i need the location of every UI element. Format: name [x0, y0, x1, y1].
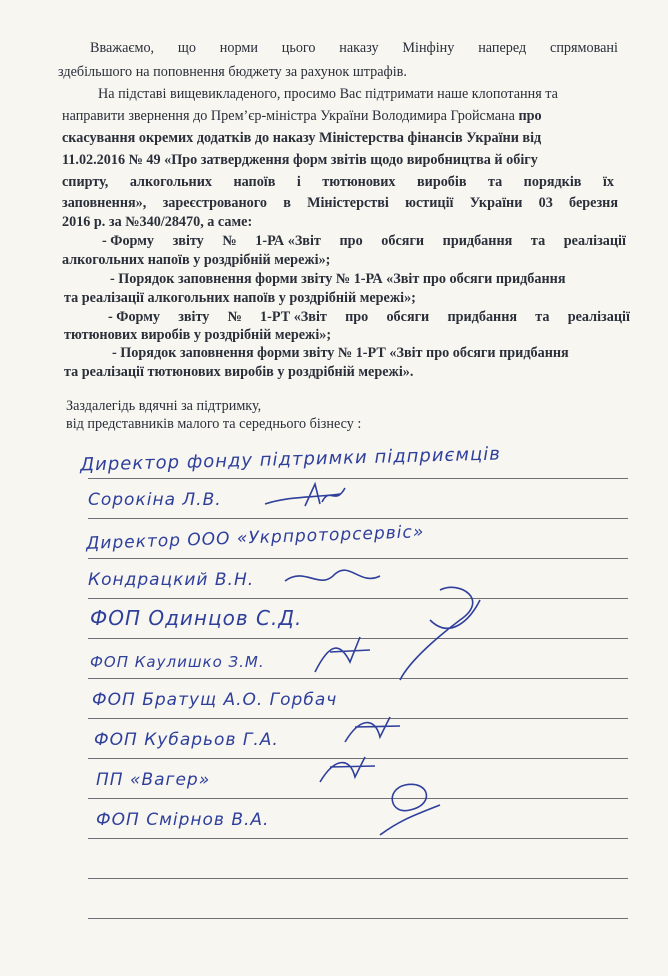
signature-line [88, 878, 628, 879]
word: реалізації [563, 233, 626, 249]
closing-line2: від представників малого та середнього бізнесу : [66, 416, 362, 432]
word: що [177, 40, 196, 56]
word: березня [569, 195, 618, 211]
p2-line7: 2016 р. за №340/28470, а саме: [62, 214, 253, 230]
word: реалізації [567, 309, 630, 325]
handwritten-entry: ФОП Одинцов С.Д. [90, 606, 303, 630]
word: та [487, 174, 503, 190]
p2-line2 [62, 108, 542, 124]
word: 1-РА «Звіт [255, 233, 321, 249]
p2-line3: скасування окремих додатків до наказу Міністерства фінансів України від [62, 130, 542, 146]
word: звіту [178, 309, 210, 325]
word: алкогольних [129, 174, 212, 190]
item3-line1 [108, 309, 630, 325]
word: та [530, 233, 546, 249]
signature-line [88, 838, 628, 839]
word: заповнення», [62, 195, 147, 211]
word: 03 [538, 195, 553, 211]
word: № [227, 309, 242, 325]
handwritten-entry: Директор фонду підтримки підприємців [79, 443, 502, 476]
word: - Форму [102, 233, 154, 249]
word: № [222, 233, 237, 249]
signature-line [88, 518, 628, 519]
word: та [535, 309, 550, 325]
word: звіту [172, 233, 204, 249]
item1-line1 [102, 233, 626, 249]
word: 1-РТ «Звіт [260, 309, 327, 325]
signature-scribble [310, 632, 380, 682]
signature-line [88, 798, 628, 799]
word: порядків [523, 174, 582, 190]
word: про [339, 233, 363, 249]
signature-scribble [280, 556, 390, 596]
handwritten-entry: Директор ООО «Укрпроторсервіс» [85, 522, 425, 554]
word: їх [602, 174, 614, 190]
word: наказу [339, 40, 379, 56]
word: придбання [447, 309, 518, 325]
signature-line [88, 918, 628, 919]
word: про [345, 309, 369, 325]
word: спирту, [62, 174, 109, 190]
p2-line1: На підставі вищевикладеного, просимо Вас підтримати наше клопотання та [98, 86, 558, 102]
p2-line6 [62, 195, 618, 211]
signature-scribble [380, 580, 500, 690]
signature-scribble [340, 712, 410, 752]
handwritten-entry: ФОП Братущ А.О. Горбач [92, 690, 338, 710]
signature-line [88, 598, 628, 599]
signature-scribble [260, 476, 360, 516]
word: України [469, 195, 523, 211]
word: спрямовані [550, 40, 618, 56]
handwritten-entry: Кондрацкий В.Н. [88, 570, 255, 590]
word: в [283, 195, 291, 211]
text-bold: про [518, 108, 542, 124]
word: обсяги [381, 233, 425, 249]
word: юстиції [405, 195, 454, 211]
word: виробів [416, 174, 467, 190]
handwritten-entry: ФОП Кубарьов Г.А. [94, 730, 279, 750]
p2-line4: 11.02.2016 № 49 «Про затвердження форм звітів щодо виробництва й обігу [62, 152, 538, 168]
handwritten-entry: ФОП Смірнов В.А. [96, 810, 270, 830]
handwritten-entry: ФОП Каулишко З.М. [90, 653, 265, 671]
item2-line1: - Порядок заповнення форми звіту № 1-РА «Звіт про обсяги придбання [110, 271, 566, 287]
item2-line2: та реалізації алкогольних напоїв у роздрібній мережі»; [64, 290, 416, 306]
word: зареєстрованого [162, 195, 267, 211]
text: направити звернення до Прем’єр-міністра України Володимира Гройсмана [62, 108, 519, 124]
p1-line2: здебільшого на поповнення бюджету за рахунок штрафів. [58, 64, 407, 80]
word: і [296, 174, 301, 190]
item3-line2: тютюнових виробів у роздрібній мережі»; [64, 327, 332, 343]
closing-line1: Заздалегідь вдячні за підтримку, [66, 398, 262, 414]
word: Міністерстві [307, 195, 389, 211]
word: тютюнових [322, 174, 396, 190]
word: Мінфіну [402, 40, 455, 56]
word: напоїв [233, 174, 276, 190]
word: норми [219, 40, 258, 56]
word: Вважаємо, [90, 40, 155, 56]
item1-line2: алкогольних напоїв у роздрібній мережі»; [62, 252, 331, 268]
p1-line1 [90, 40, 618, 56]
p2-line5 [62, 174, 614, 190]
handwritten-entry: ПП «Вагер» [96, 770, 211, 790]
word: наперед [478, 40, 527, 56]
word: обсяги [386, 309, 430, 325]
word: придбання [442, 233, 513, 249]
item4-line2: та реалізації тютюнових виробів у роздрібній мережі». [64, 364, 414, 380]
word: цього [281, 40, 316, 56]
word: - Форму [108, 309, 160, 325]
handwritten-entry: Сорокіна Л.В. [88, 490, 222, 510]
signature-scribble [360, 775, 450, 845]
item4-line1: - Порядок заповнення форми звіту № 1-РТ «Звіт про обсяги придбання [112, 345, 569, 361]
